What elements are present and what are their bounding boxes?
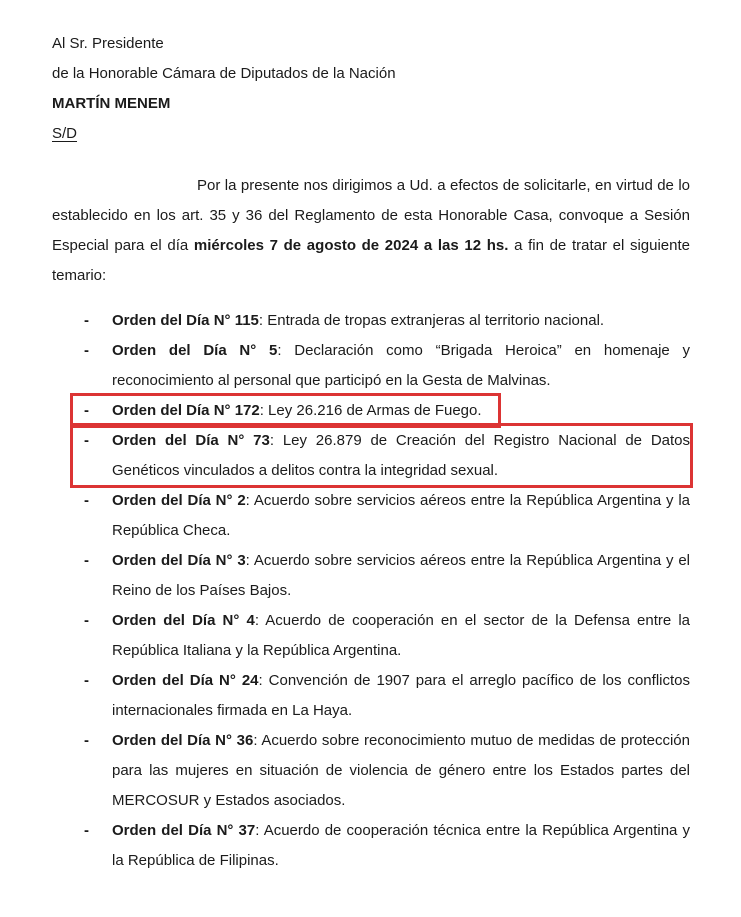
bullet-dash: - <box>84 552 89 569</box>
bullet-dash: - <box>84 432 89 449</box>
temario-item <box>52 306 690 336</box>
item-text: : Acuerdo sobre servicios aéreos entre la República Argentina y la República Checa. <box>112 492 691 539</box>
item-text: : Acuerdo sobre reconocimiento mutuo de medidas de protección para las mujeres en situación de violencia de género entre los Estados partes del MERCOSUR y Estados asociados. <box>112 732 690 809</box>
intro-text-after: a fin de tratar el siguiente temario: <box>52 237 690 284</box>
intro-text-before: Por la presente nos dirigimos a Ud. a efectos de solicitarle, en virtud de lo establecido en los art. 35 y 36 del Reglamento de esta Honorable Casa, convoque a Sesión Especial para el día <box>52 177 690 254</box>
item-text: : Entrada de tropas extranjeras al territorio nacional. <box>258 312 605 329</box>
temario-item <box>52 486 690 546</box>
temario-item <box>52 606 690 666</box>
bullet-dash: - <box>84 342 89 359</box>
temario-item <box>52 726 690 816</box>
item-label: Orden del Día N° 115 <box>112 312 259 329</box>
recipient-line-2: de la Honorable Cámara de Diputados de la Nación <box>52 65 396 82</box>
bullet-dash: - <box>84 492 89 509</box>
item-label: Orden del Día N° 5 <box>112 342 278 359</box>
item-text: : Acuerdo de cooperación técnica entre la República Argentina y la República de Filipinas. <box>112 822 691 869</box>
bullet-dash: - <box>84 402 89 419</box>
item-label: Orden del Día N° 3 <box>112 552 246 569</box>
temario-item <box>52 816 690 876</box>
item-text: : Acuerdo sobre servicios aéreos entre la República Argentina y el Reino de los Países Bajos. <box>112 552 691 599</box>
bullet-dash: - <box>84 822 89 839</box>
temario-item <box>52 336 690 396</box>
temario-list <box>52 306 690 876</box>
item-text: : Ley 26.216 de Armas de Fuego. <box>259 402 482 419</box>
item-text: : Acuerdo de cooperación en el sector de la Defensa entre la República Italiana y la República Argentina. <box>112 612 691 659</box>
item-label: Orden del Día N° 2 <box>112 492 246 509</box>
bullet-dash: - <box>84 612 89 629</box>
bullet-dash: - <box>84 732 89 749</box>
temario-item <box>52 666 690 726</box>
bullet-dash: - <box>84 312 89 329</box>
item-text: : Declaración como “Brigada Heroica” en homenaje y reconocimiento al personal que participó en la Gesta de Malvinas. <box>112 342 691 389</box>
item-label: Orden del Día N° 24 <box>112 672 259 689</box>
item-label: Orden del Día N° 172 <box>112 402 260 419</box>
temario-item <box>52 426 690 486</box>
temario-item <box>52 396 690 426</box>
recipient-line-1: Al Sr. Presidente <box>52 35 164 52</box>
item-label: Orden del Día N° 37 <box>112 822 256 839</box>
temario-item <box>52 546 690 606</box>
item-text: : Convención de 1907 para el arreglo pacífico de los conflictos internacionales firmada en La Haya. <box>112 672 690 719</box>
salutation: S/D <box>52 125 78 142</box>
bullet-dash: - <box>84 672 89 689</box>
item-label: Orden del Día N° 73 <box>112 432 270 449</box>
item-label: Orden del Día N° 36 <box>112 732 254 749</box>
item-label: Orden del Día N° 4 <box>112 612 255 629</box>
intro-paragraph <box>52 171 690 291</box>
recipient-name: MARTÍN MENEM <box>52 95 171 112</box>
item-text: : Ley 26.879 de Creación del Registro Nacional de Datos Genéticos vinculados a delitos contra la integridad sexual. <box>112 432 691 479</box>
recipient-block <box>52 29 690 149</box>
session-date-bold: miércoles 7 de agosto de 2024 a las 12 hs. <box>193 237 509 254</box>
